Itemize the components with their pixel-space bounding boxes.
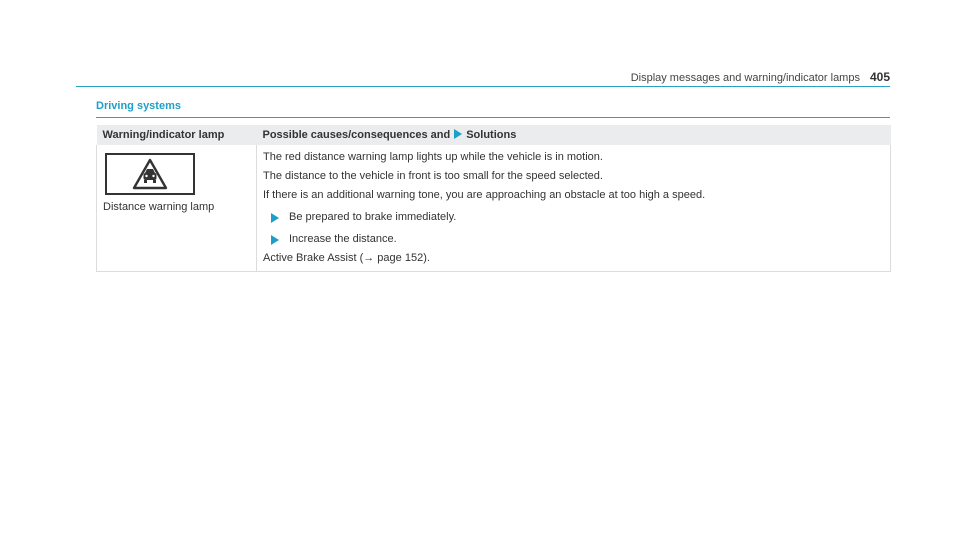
causes-cell: [257, 145, 891, 272]
cause-line: The red distance warning lamp lights up while the vehicle is in motion.: [263, 151, 603, 163]
col-header-causes: [257, 125, 891, 145]
col-header-lamp: Warning/indicator lamp: [97, 125, 257, 145]
lamp-cell: [97, 145, 257, 272]
running-head: [631, 70, 890, 84]
cause-line: The distance to the vehicle in front is too small for the speed selected.: [263, 170, 603, 182]
lamp-label: Distance warning lamp: [103, 201, 215, 213]
running-head-title: Display messages and warning/indicator lamps: [630, 72, 860, 84]
solution-arrow-icon: [271, 235, 279, 245]
warning-lamp-table: [96, 125, 891, 272]
solution-arrow-icon: [454, 129, 462, 139]
cause-line: If there is an additional warning tone, you are approaching an obstacle at too high a speed.: [263, 189, 706, 201]
table-header-row: [97, 125, 891, 145]
table-row: [97, 145, 891, 272]
warning-triangle-car-icon: [132, 158, 168, 190]
solution-arrow-icon: [271, 213, 279, 223]
distance-warning-icon: [105, 153, 195, 195]
col-header-solutions-label: Solutions: [466, 129, 517, 141]
solution-step-text: Be prepared to brake immediately.: [289, 211, 457, 223]
section-rule: [96, 117, 890, 118]
solution-step-text: Increase the distance.: [289, 233, 397, 245]
page-number: 405: [869, 70, 890, 84]
solution-step: [263, 233, 884, 246]
page-reference-link[interactable]: Active Brake Assist (→ page 152).: [263, 252, 430, 264]
header-rule: [76, 86, 890, 87]
solution-step: [263, 211, 884, 224]
section-title: Driving systems: [96, 100, 181, 112]
col-header-causes-label: Possible causes/consequences and: [262, 129, 451, 141]
